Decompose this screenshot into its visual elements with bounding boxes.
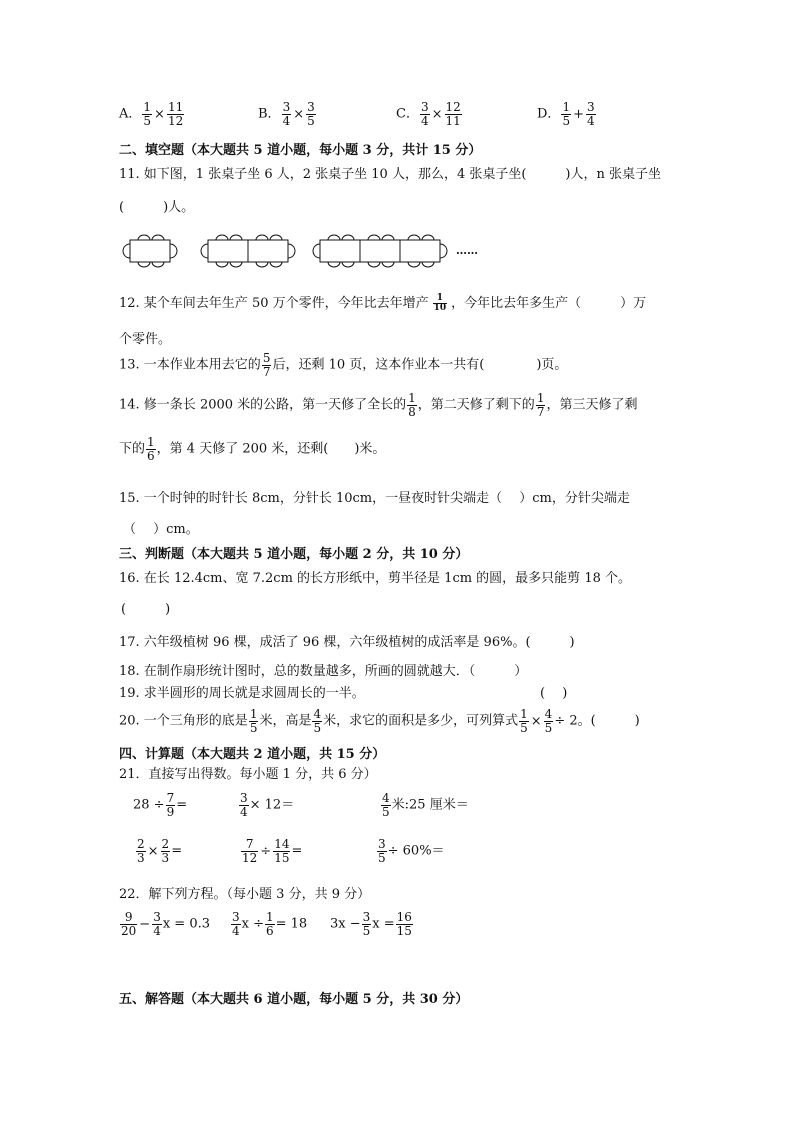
q11-line2: ( )人。	[119, 200, 195, 215]
q21-expr-2: $\frac{3}{4}$ × 12＝	[240, 791, 295, 819]
section-2-title: 二、填空题（本大题共 5 道小题，每小题 3 分，共计 15 分）	[119, 143, 482, 158]
q10-option-a: A． $\frac{1}{5}$ × $\frac{11}{12}$	[119, 100, 184, 128]
q21-expr-6: $\frac{3}{5}$ ÷ 60%＝	[378, 837, 445, 865]
q15-line1: 15. 一个时钟的时针长 8cm，分针长 10cm，一昼夜时针尖端走（ ）cm，分针尖端走	[119, 491, 630, 506]
q18-line: 18. 在制作扇形统计图时，总的数量越多，所画的圆就越大．（ ）	[119, 664, 528, 679]
q11-line1: 11. 如下图，1 张桌子坐 6 人，2 张桌子坐 10 人，那么，4 张桌子坐( )人，n 张桌子坐	[119, 167, 662, 182]
q11-ellipsis: ……	[456, 244, 478, 257]
q17-line: 17. 六年级植树 96 棵，成活了 96 棵，六年级植树的成活率是 96%。( )	[119, 635, 575, 650]
q20-line: 20. 一个三角形的底是 $\frac{1}{5}$ 米，高是 $\frac{4}{5}$ 米，求它的面积是多少，可列算式 $\frac{1}{5}$ × $\frac{4}{5}$ ÷ 2。( )	[119, 707, 640, 735]
q12-line1: 12. 某个车间去年生产 50 万个零件，今年比去年增产 $\frac{1}{10}$ ，今年比去年多生产（ ）万	[119, 292, 647, 313]
q21-title: 21．直接写出得数。每小题 1 分，共 6 分）	[119, 767, 377, 782]
q21-expr-1: 28 ÷ $\frac{7}{9}$ =	[133, 791, 188, 819]
q14-line1: 14. 修一条长 2000 米的公路，第一天修了全长的 $\frac{1}{8}$ ，第二天修了剩下的 $\frac{1}{7}$ ，第三天修了剩	[119, 391, 638, 419]
q19-answer-paren: ( )	[540, 686, 568, 701]
q22-equation-2: $\frac{3}{4}$ x ÷ $\frac{1}{6}$ = 18	[232, 910, 308, 938]
q22-title: 22．解下列方程。（每小题 3 分，共 9 分）	[119, 887, 371, 902]
q14-line2: 下的 $\frac{1}{6}$ ，第 4 天修了 200 米，还剩( )米。	[119, 435, 386, 463]
q13-line: 13. 一本作业本用去它的 $\frac{5}{7}$ 后，还剩 10 页，这本作业本一共有( )页。	[119, 351, 568, 379]
q11-tables-figure	[120, 230, 480, 270]
section-4-title: 四、计算题（本大题共 2 道小题，共 15 分）	[119, 747, 386, 762]
q16-line1: 16. 在长 12.4cm、宽 7.2cm 的长方形纸中，剪半径是 1cm 的圆，最多只能剪 18 个。	[119, 571, 631, 586]
table-group-1	[123, 235, 177, 267]
section-3-title: 三、判断题（本大题共 5 道小题，每小题 2 分，共 10 分）	[119, 547, 469, 562]
q15-line2: （ ）cm。	[123, 522, 199, 537]
q10-option-b: B． $\frac{3}{4}$ × $\frac{3}{5}$	[258, 100, 315, 128]
section-5-title: 五、解答题（本大题共 6 道小题，每小题 5 分，共 30 分）	[119, 992, 469, 1007]
table-group-3	[313, 235, 447, 267]
q22-equation-3: 3x − $\frac{3}{5}$ x = $\frac{16}{15}$	[330, 910, 412, 938]
q10-option-c: C． $\frac{3}{4}$ × $\frac{12}{11}$	[396, 100, 461, 128]
q10-option-d: D． $\frac{1}{5}$ + $\frac{3}{4}$	[537, 100, 595, 128]
q21-expr-5: $\frac{7}{12}$ ÷ $\frac{14}{15}$ =	[242, 837, 303, 865]
q22-equation-1: $\frac{9}{20}$ − $\frac{3}{4}$ x = 0.3	[121, 910, 210, 938]
q12-line2: 个零件。	[119, 332, 172, 347]
q21-expr-3: $\frac{4}{5}$ 米:25 厘米＝	[382, 791, 469, 819]
q16-answer-paren: ( )	[121, 602, 171, 617]
q21-expr-4: $\frac{2}{3}$ × $\frac{2}{3}$ =	[137, 837, 183, 865]
q19-line: 19. 求半圆形的周长就是求圆周长的一半。	[119, 686, 365, 701]
table-group-2	[201, 235, 295, 267]
